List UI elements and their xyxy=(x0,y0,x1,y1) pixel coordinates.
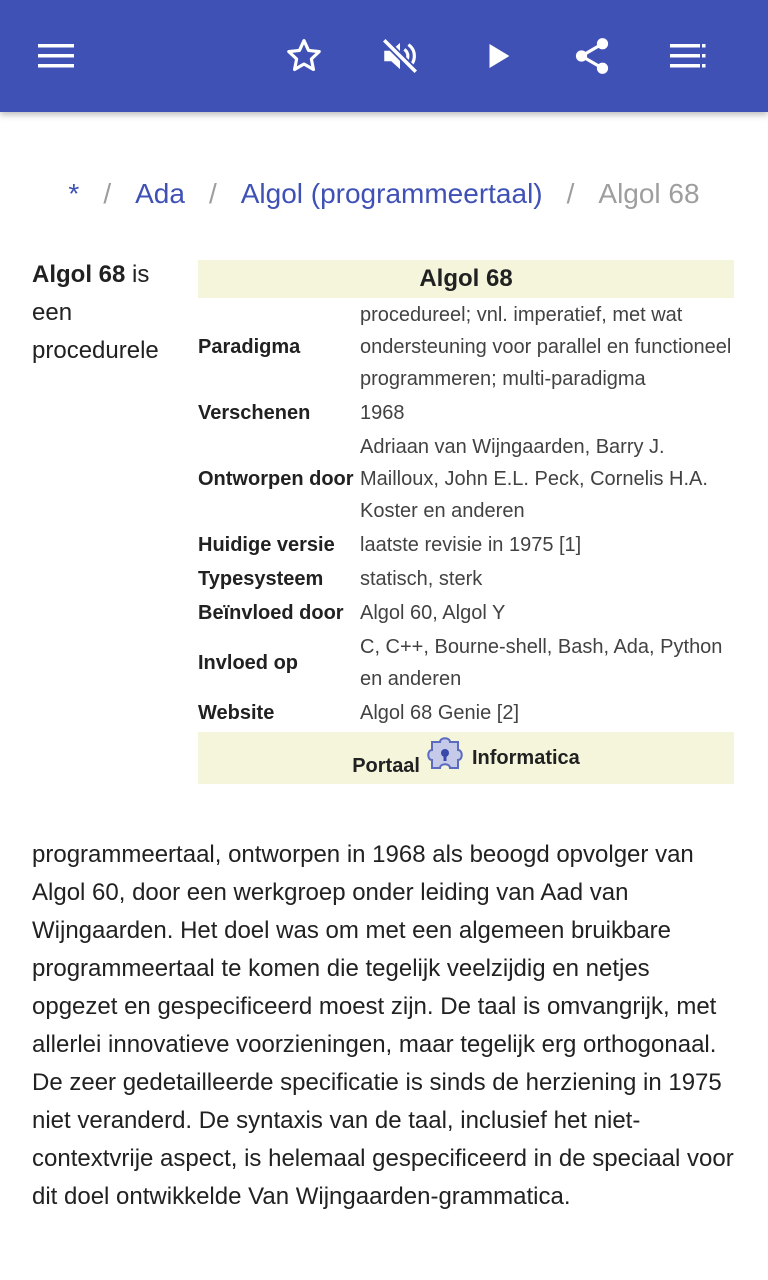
infobox-value: Adriaan van Wijngaarden, Barry J. Mailloux, John E.L. Peck, Cornelis H.A. Koster en anderen xyxy=(360,436,708,522)
article-subject: Algol 68 xyxy=(32,261,126,288)
breadcrumb-item-home[interactable]: * xyxy=(68,178,80,209)
infobox-row xyxy=(198,298,734,396)
infobox-row xyxy=(198,562,734,596)
infobox-row xyxy=(198,630,734,696)
infobox-value[interactable]: Algol 60, Algol Y xyxy=(360,602,506,624)
infobox-key: Ontworpen door xyxy=(198,468,354,490)
breadcrumb xyxy=(0,178,768,210)
infobox-website-link[interactable]: Algol 68 Genie [2] xyxy=(360,702,519,724)
play-icon[interactable] xyxy=(470,28,526,84)
breadcrumb-item-ada[interactable]: Ada xyxy=(135,178,185,209)
hamburger-menu-icon[interactable] xyxy=(28,28,84,84)
infobox-row xyxy=(198,430,734,528)
share-icon[interactable] xyxy=(564,28,620,84)
infobox-value: 1968 xyxy=(360,402,405,424)
infobox-key: Verschenen xyxy=(198,402,311,424)
volume-off-icon[interactable] xyxy=(372,28,428,84)
breadcrumb-current: Algol 68 xyxy=(598,178,700,209)
breadcrumb-separator: / xyxy=(566,178,575,209)
app-toolbar xyxy=(0,0,768,112)
infobox-value[interactable]: laatste revisie in 1975 [1] xyxy=(360,534,582,556)
infobox-row xyxy=(198,596,734,630)
portal-title: Informatica xyxy=(472,747,580,769)
breadcrumb-separator: / xyxy=(208,178,217,209)
infobox-key: Huidige versie xyxy=(198,534,335,556)
breadcrumb-item-algol[interactable]: Algol (programmeertaal) xyxy=(240,178,543,209)
star-outline-icon[interactable] xyxy=(276,28,332,84)
infobox-key: Website xyxy=(198,702,275,724)
infobox xyxy=(198,260,734,784)
infobox-key: Invloed op xyxy=(198,652,298,674)
article-body: programmeertaal, ontworpen in 1968 als beoogd opvolger van Algol 60, door een werkgroep onder leiding van Aad van Wijngaarden. Het doel was om met een algemeen bruikbare programmeertaal te komen die tegelijk veelzijdig en netjes opgezet en gespecificeerd moest zijn. De taal is omvangrijk, met allerlei innovatieve voorzieningen, maar tegelijk erg orthogonaal. De zeer gedetailleerde specificatie is sinds de herziening in 1975 niet veranderd. De syntaxis van de taal, inclusief het niet-contextvrije aspect, is helemaal gespecificeerd in de speciaal voor dit doel ontwikkelde Van Wijngaarden-grammatica. xyxy=(32,841,734,1210)
infobox-value[interactable]: C, C++, Bourne-shell, Bash, Ada, Python en anderen xyxy=(360,636,723,690)
infobox-key: Beïnvloed door xyxy=(198,602,344,624)
infobox-row xyxy=(198,396,734,430)
puzzle-piece-icon xyxy=(424,732,468,784)
infobox-key: Paradigma xyxy=(198,336,301,358)
portal-label: Portaal xyxy=(352,755,420,777)
infobox-value: procedureel; vnl. imperatief, met wat ondersteuning voor parallel en functioneel programmeren; multi-paradigma xyxy=(360,304,732,390)
infobox-key: Typesysteem xyxy=(198,568,324,590)
infobox-row xyxy=(198,528,734,562)
article-lead xyxy=(32,256,182,370)
article-lead-text: is een procedurele xyxy=(32,261,159,364)
list-menu-icon[interactable] xyxy=(660,28,716,84)
infobox-title: Algol 68 xyxy=(198,260,734,298)
infobox-value: statisch, sterk xyxy=(360,568,483,590)
infobox-row xyxy=(198,696,734,730)
breadcrumb-separator: / xyxy=(103,178,112,209)
portal-link[interactable] xyxy=(198,732,734,784)
